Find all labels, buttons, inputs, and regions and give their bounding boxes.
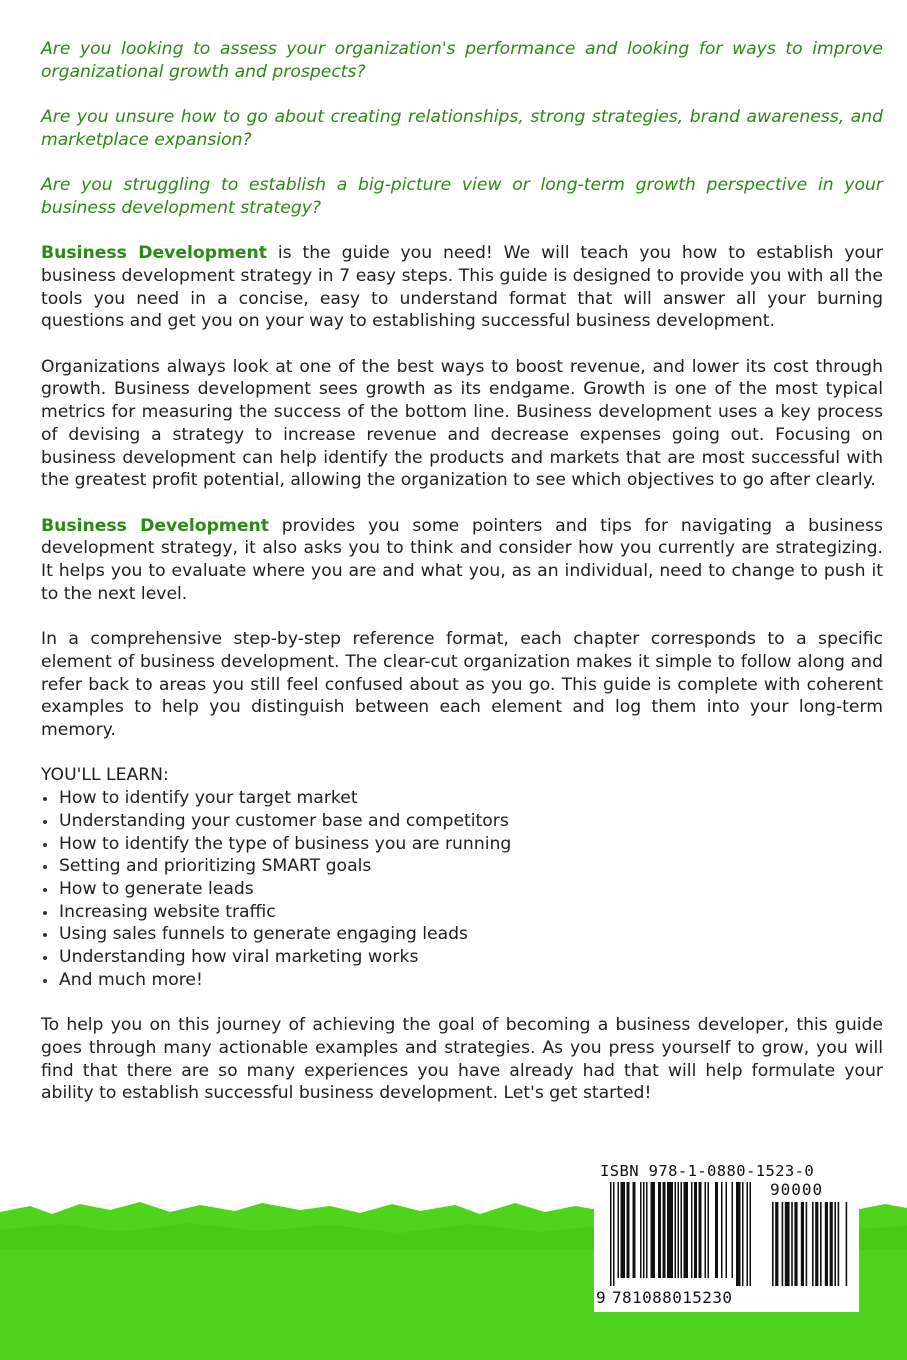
barcode-bar [715, 1182, 718, 1278]
barcode-bar [785, 1202, 790, 1286]
barcode-bar [820, 1202, 822, 1286]
barcode-bar [618, 1182, 620, 1278]
growth-paragraph: Organizations always look at one of the best ways to boost revenue, and lower its cost through growth. Business development sees growth as its endgame. Growth is one of the most typical metrics for measuring the success of the bottom line. Business development uses a key process of devising a strategy to increase revenue and decrease expenses going out. Focusing on business development can help identify the products and markets that are most successful with the greatest profit potential, allowing the organization to see which objectives to go after clearly. [41, 356, 883, 491]
barcode-bar [667, 1182, 673, 1278]
barcode-bar [675, 1182, 677, 1278]
ean-barcode-bars [610, 1182, 760, 1292]
barcode-bar [643, 1182, 645, 1278]
question-3: Are you struggling to establish a big-picture view or long-term growth perspective in your business development strategy? [41, 175, 883, 218]
barcode-bar [610, 1182, 612, 1286]
ean-digits: 781088015230 [612, 1288, 733, 1307]
barcode-bar [742, 1182, 744, 1286]
barcode-bar [678, 1182, 680, 1278]
back-cover-text [41, 38, 883, 1128]
list-item: Setting and prioritizing SMART goals [41, 855, 883, 878]
barcode-bar [812, 1202, 814, 1286]
pointers-paragraph [41, 515, 883, 606]
barcode-bar [794, 1202, 797, 1286]
intro-paragraph [41, 242, 883, 333]
addon-barcode-bars [772, 1202, 854, 1288]
barcode-bar [721, 1182, 723, 1278]
list-item: How to identify the type of business you are running [41, 833, 883, 856]
barcode-bar [736, 1182, 741, 1286]
learn-heading: YOU'LL LEARN: [41, 765, 169, 786]
list-item: Increasing website traffic [41, 901, 883, 924]
barcode-bar [621, 1182, 626, 1278]
barcode-bar [726, 1182, 728, 1278]
barcode-bar [705, 1182, 707, 1278]
barcode-bar [699, 1182, 702, 1278]
barcode-bar [613, 1182, 615, 1286]
barcode-bar [825, 1202, 828, 1286]
barcode-bar [838, 1202, 840, 1286]
format-paragraph: In a comprehensive step-by-step reference format, each chapter corresponds to a specific element of business development. The clear-cut organization makes it simple to follow along and refer back to areas you still feel confused about as you go. This guide is complete with coherent examples to help you distinguish between each element and log them into your long-term memory. [41, 629, 883, 740]
question-1: Are you looking to assess your organization's performance and looking for ways to improve organizational growth and prospects? [41, 39, 883, 82]
isbn-barcode [594, 1160, 859, 1312]
barcode-bar [801, 1202, 804, 1286]
closing-paragraph: To help you on this journey of achieving the goal of becoming a business developer, this guide goes through many actionable examples and strategies. As you press yourself to grow, you will find that there are so many experiences you have already had that will help formulate your ability to establish successful business development. Let's get started! [41, 1015, 883, 1104]
list-item: Understanding your customer base and competitors [41, 810, 883, 833]
list-item: How to identify your target market [41, 787, 883, 810]
barcode-bar [691, 1182, 693, 1278]
book-title-mention: Business Development [41, 515, 269, 536]
barcode-bar [830, 1202, 833, 1286]
learn-list [41, 787, 883, 991]
list-item: Understanding how viral marketing works [41, 946, 883, 969]
barcode-bar [834, 1202, 836, 1286]
barcode-bar [640, 1182, 642, 1278]
barcode-bar [791, 1202, 793, 1286]
barcode-bar [775, 1202, 778, 1286]
barcode-bar [782, 1202, 784, 1286]
question-2: Are you unsure how to go about creating relationships, strong strategies, brand awareness, and marketplace expansion? [41, 107, 883, 150]
barcode-bar [684, 1182, 689, 1278]
book-title-mention: Business Development [41, 243, 268, 264]
pointers-paragraph-text: provides you some pointers and tips for navigating a business development strategy, it also asks you to think and consider how you currently are strategizing. It helps you to evaluate where you are and what you, as an individual, need to change to push it to the next level. [41, 515, 883, 604]
ean-first-digit: 9 [596, 1288, 606, 1307]
price-addon-number: 90000 [770, 1180, 824, 1199]
list-item: And much more! [41, 969, 883, 992]
barcode-bar [732, 1182, 734, 1278]
barcode-bar [846, 1202, 848, 1286]
barcode-bar [663, 1182, 666, 1278]
barcode-bar [772, 1202, 774, 1286]
barcode-bar [633, 1182, 636, 1278]
barcode-bar [708, 1182, 710, 1278]
barcode-bar [806, 1202, 808, 1286]
barcode-bar [658, 1182, 661, 1278]
isbn-number: ISBN 978-1-0880-1523-0 [600, 1162, 815, 1180]
barcode-bar [681, 1182, 683, 1278]
intro-paragraph-text: is the guide you need! We will teach you how to establish your business development strategy in 7 easy steps. This guide is designed to provide you with all the tools you need in a concise, easy to understand format that will answer all your burning questions and get you on your way to establishing successful business development. [41, 243, 883, 332]
barcode-bar [815, 1202, 818, 1286]
list-item: Using sales funnels to generate engaging leads [41, 923, 883, 946]
barcode-bar [694, 1182, 697, 1278]
barcode-bar [750, 1182, 752, 1286]
barcode-bar [646, 1182, 648, 1278]
barcode-bar [627, 1182, 630, 1278]
barcode-bar [747, 1182, 749, 1286]
list-item: How to generate leads [41, 878, 883, 901]
barcode-bar [651, 1182, 656, 1278]
